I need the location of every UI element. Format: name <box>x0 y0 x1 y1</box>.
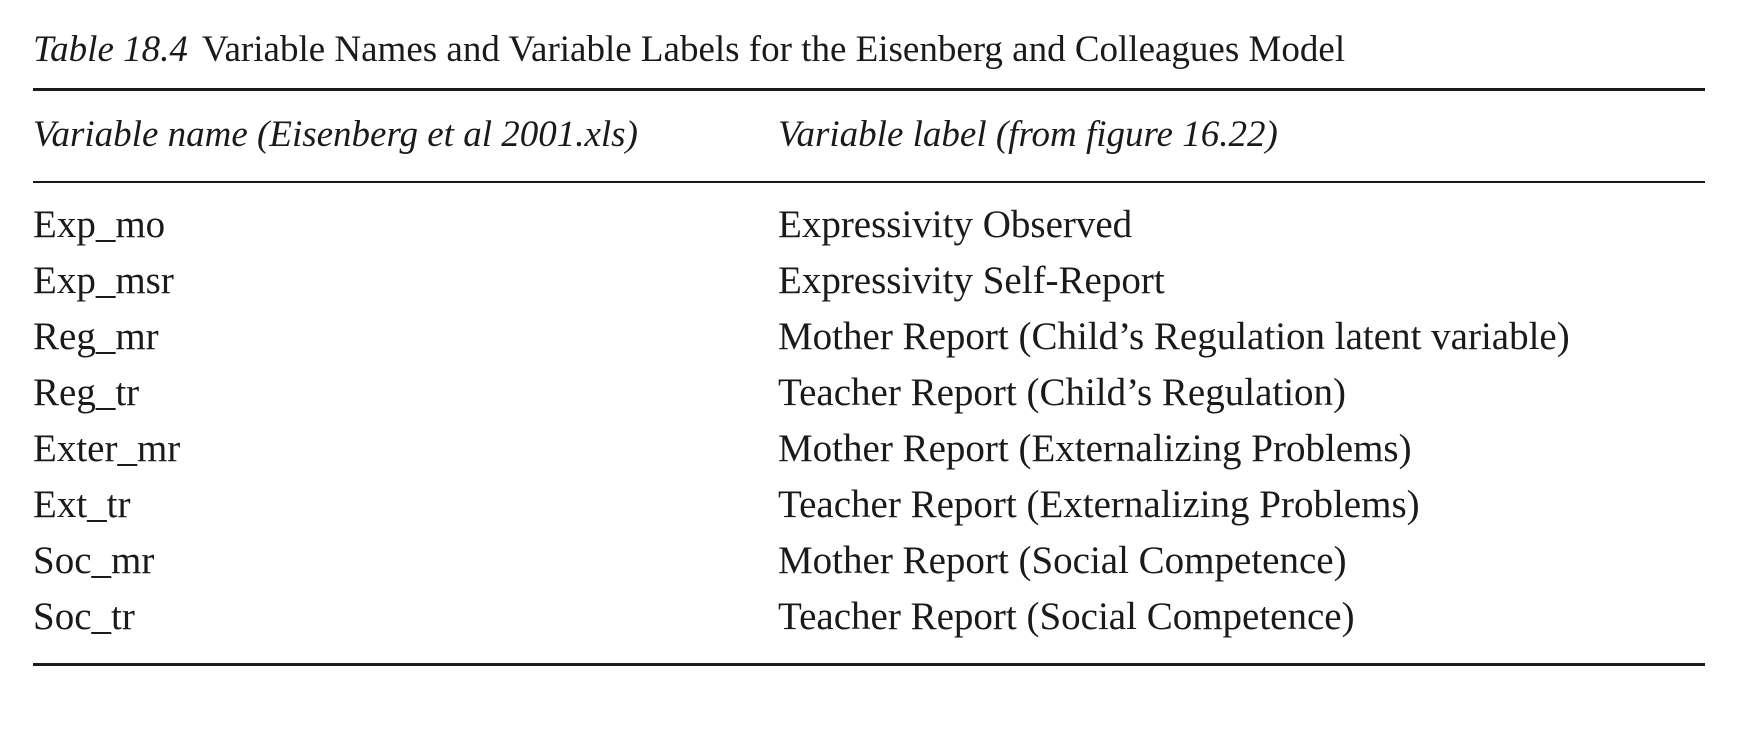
variable-label-cell: Mother Report (Social Competence) <box>778 539 1347 583</box>
variable-name-cell: Exter_mr <box>33 427 181 471</box>
table-row <box>33 182 1705 253</box>
variables-table <box>33 91 1705 663</box>
table-row <box>33 253 1705 309</box>
variable-label-cell: Expressivity Self-Report <box>778 259 1165 303</box>
table-body <box>33 182 1705 663</box>
table-header <box>33 91 1705 182</box>
variable-name-cell: Reg_tr <box>33 371 140 415</box>
variable-label-cell: Mother Report (Externalizing Problems) <box>778 427 1412 471</box>
table-number: Table 18.4 <box>33 29 188 70</box>
variable-label-cell: Teacher Report (Child’s Regulation) <box>778 371 1347 415</box>
bottom-rule <box>33 663 1705 666</box>
table-row <box>33 309 1705 365</box>
table-row <box>33 421 1705 477</box>
table-caption <box>33 28 1705 88</box>
variable-label-cell: Mother Report (Child’s Regulation latent variable) <box>778 315 1570 359</box>
variable-name-cell: Exp_msr <box>33 259 174 303</box>
table-row <box>33 365 1705 421</box>
variable-name-cell: Exp_mo <box>33 203 166 247</box>
column-header-variable-label: Variable label (from figure 16.22) <box>778 114 1278 155</box>
variable-name-cell: Soc_mr <box>33 539 155 583</box>
variable-name-cell: Soc_tr <box>33 595 135 639</box>
table-row <box>33 589 1705 663</box>
variable-label-cell: Expressivity Observed <box>778 203 1133 247</box>
column-header-variable-name: Variable name (Eisenberg et al 2001.xls) <box>33 114 638 155</box>
table-row <box>33 477 1705 533</box>
document-page <box>33 28 1705 666</box>
variable-label-cell: Teacher Report (Social Competence) <box>778 595 1355 639</box>
header-row <box>33 91 1705 182</box>
table-row <box>33 533 1705 589</box>
variable-label-cell: Teacher Report (Externalizing Problems) <box>778 483 1420 527</box>
variable-name-cell: Ext_tr <box>33 483 131 527</box>
table-title: Variable Names and Variable Labels for the Eisenberg and Colleagues Model <box>201 29 1346 70</box>
variable-name-cell: Reg_mr <box>33 315 159 359</box>
